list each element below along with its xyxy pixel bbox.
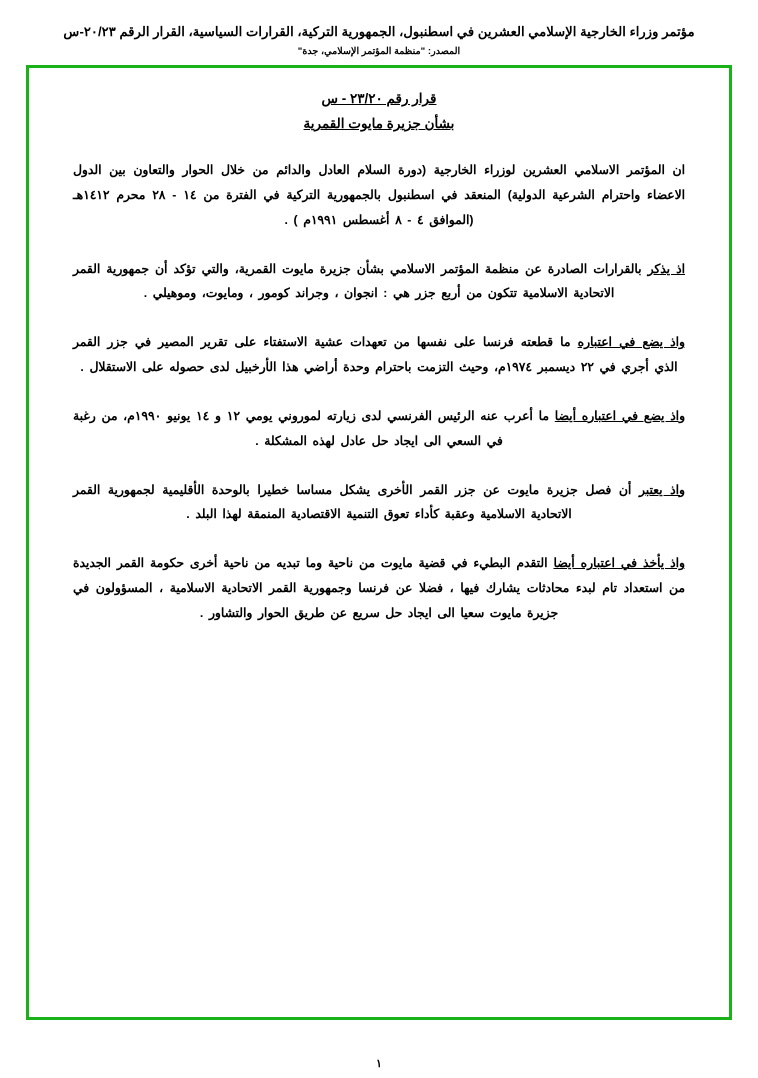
paragraph-2 [73, 257, 685, 307]
resolution-subtitle: بشأن جزيرة مايوت القمرية [303, 116, 455, 132]
paragraph-4 [73, 404, 685, 454]
document-title-block [73, 90, 685, 132]
paragraph-1-text: ان المؤتمر الاسلامي العشرين لوزراء الخارجية (دورة السلام العادل والدائم من خلال الحوار والتعاون بين الدول الاعضاء واحترام الشرعية الدولية) المنعقد في اسطنبول بالجمهورية التركية في الفترة من ١٤ - ٢٨ محرم ١٤١٢هـ (الموافق ٤ - ٨ أغسطس ١٩٩١م ) . [73, 163, 686, 227]
paragraph-3-text: ما قطعته فرنسا على نفسها من تعهدات عشية الاستفتاء على تقرير المصير في جزر القمر الذي أجري في ٢٢ ديسمبر ١٩٧٤م، وحيث التزمت باحترام وحدة أراضي هذا الأرخبيل لدى حصوله على الاستقلال . [73, 335, 678, 375]
paragraph-3-lead: واذ يضع في اعتباره [577, 335, 685, 350]
paragraph-2-lead: اذ يذكر [647, 261, 686, 276]
paragraph-2-text: بالقرارات الصادرة عن منظمة المؤتمر الاسلامي بشأن جزيرة مايوت القمرية، والتي تؤكد أن جمهورية القمر الاتحادية الاسلامية تتكون من أربع جزر هي : انجوان ، وجراند كومور ، ومايوت، وموهيلي . [73, 261, 642, 301]
paragraph-5-lead: واذ يعتبر [638, 482, 685, 497]
paragraph-6-lead: واذ يأخذ في اعتباره أيضا [553, 556, 685, 571]
header-source: المصدر: "منظمة المؤتمر الإسلامي، جدة" [297, 46, 461, 58]
page-header [26, 22, 732, 57]
paragraph-5 [73, 478, 685, 528]
header-title: مؤتمر وزراء الخارجية الإسلامي العشرين في اسطنبول، الجمهورية التركية، القرارات السياسية، القرار الرقم ٢٠/٢٣-س [63, 24, 695, 39]
paragraph-1 [73, 158, 685, 232]
resolution-title: قرار رقم ٢٣/٢٠ - س [321, 91, 437, 107]
paragraph-6-text: التقدم البطيء في قضية مايوت من ناحية وما تبديه من ناحية أخرى حكومة القمر الجديدة من استعداد تام لبدء محادثات يشارك فيها ، فضلا عن فرنسا وجمهورية القمر الاتحادية الاسلامية ، المسؤولون في جزيرة مايوت سعيا الى ايجاد حل سريع عن طريق الحوار والتشاور . [73, 556, 685, 620]
document-frame [26, 65, 732, 1020]
paragraph-4-lead: واذ يضع في اعتباره أيضا [554, 408, 686, 423]
paragraph-6 [73, 551, 685, 625]
page-number: ١ [376, 1058, 382, 1070]
paragraph-5-text: أن فصل جزيرة مايوت عن جزر القمر الأخرى يشكل مساسا خطيرا بالوحدة الأقليمية لجمهورية القمر الاتحادية الاسلامية وعقبة كأداء تعوق التنمية الاقتصادية المنمقة لهذا البلد . [73, 482, 632, 522]
paragraph-3 [73, 330, 685, 380]
paragraph-4-text: ما أعرب عنه الرئيس الفرنسي لدى زيارته لموروني يومي ١٢ و ١٤ يونيو ١٩٩٠م، من رغبة في السعي الى ايجاد حل عادل لهذه المشكلة . [73, 408, 549, 448]
